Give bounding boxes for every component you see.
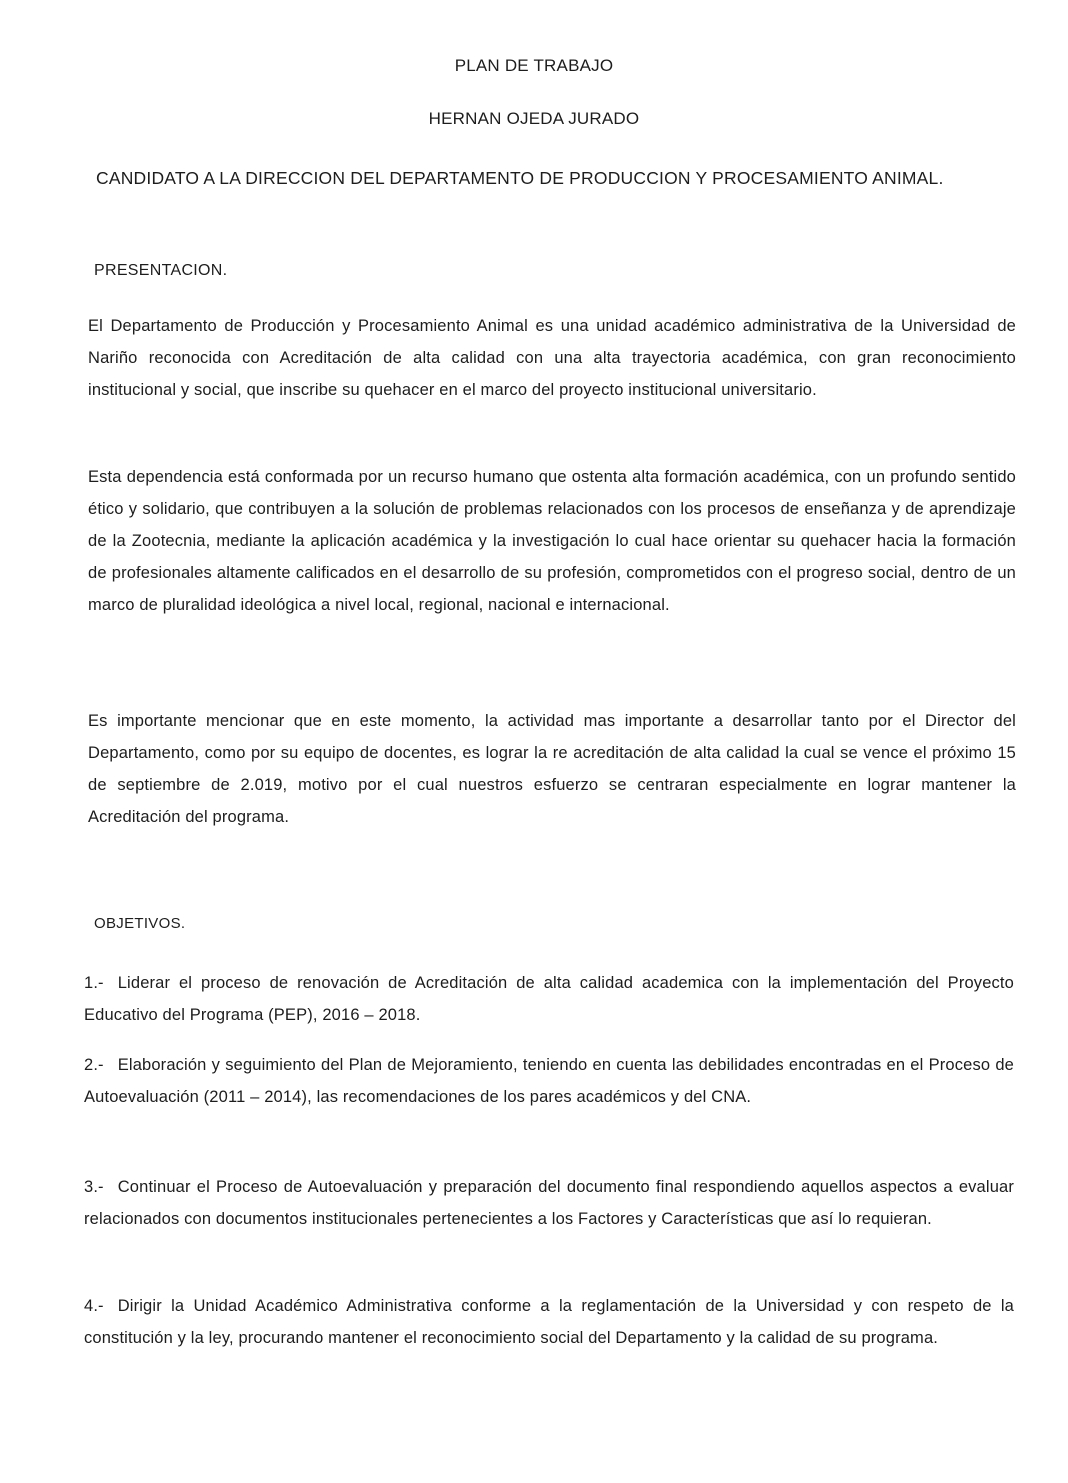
objective-text: Dirigir la Unidad Académico Administrativa conforme a la reglamentación de la Universidad y con respeto de la constitución y la ley, procurando mantener el reconocimiento social del Departamento y la calidad de su programa. xyxy=(84,1297,1014,1347)
candidacy-line: CANDIDATO A LA DIRECCION DEL DEPARTAMENTO DE PRODUCCION Y PROCESAMIENTO ANIMAL. xyxy=(96,168,944,188)
presentation-paragraph: Esta dependencia está conformada por un recurso humano que ostenta alta formación académica, con un profundo sentido ético y solidario, que contribuyen a la solución de problemas relacionados con los procesos de enseñanza y de aprendizaje de la Zootecnia, mediante la aplicación académica y la investigación lo cual hace orientar su quehacer hacia la formación de profesionales altamente calificados en el desarrollo de su profesión, comprometidos con el progreso social, dentro de un marco de pluralidad ideológica a nivel local, regional, nacional e internacional. xyxy=(88,468,1016,614)
presentation-paragraph: El Departamento de Producción y Procesamiento Animal es una unidad académico administrativa de la Universidad de Nariño reconocida con Acreditación de alta calidad con una alta trayectoria académica, con gran reconocimiento institucional y social, que inscribe su quehacer en el marco del proyecto institucional universitario. xyxy=(88,317,1016,399)
objective-number: 4.- xyxy=(84,1297,104,1315)
presentation-paragraph: Es importante mencionar que en este momento, la actividad mas importante a desarrollar tanto por el Director del Departamento, como por su equipo de docentes, es lograr la re acreditación de alta calidad la cual se vence el próximo 15 de septiembre de 2.019, motivo por el cual nuestros esfuerzo se centraran especialmente en lograr mantener la Acreditación del programa. xyxy=(88,712,1016,826)
author-name: HERNAN OJEDA JURADO xyxy=(428,109,640,128)
objective-number: 3.- xyxy=(84,1178,104,1196)
objective-number: 1.- xyxy=(84,974,104,992)
presentation-heading: PRESENTACION. xyxy=(94,262,228,279)
objective-text: Elaboración y seguimiento del Plan de Mejoramiento, teniendo en cuenta las debilidades encontradas en el Proceso de Autoevaluación (2011 – 2014), las recomendaciones de los pares académicos y del CNA. xyxy=(84,1056,1014,1106)
objective-text: Continuar el Proceso de Autoevaluación y preparación del documento final respondiendo aquellos aspectos a evaluar relacionados con documentos institucionales pertenecientes a los Factores y Características que así lo requieran. xyxy=(84,1178,1014,1228)
objective-item xyxy=(84,1049,1014,1113)
objective-item xyxy=(84,1171,1014,1235)
objective-item xyxy=(84,967,1014,1031)
objective-item xyxy=(84,1290,1014,1354)
objective-number: 2.- xyxy=(84,1056,104,1074)
document-title: PLAN DE TRABAJO xyxy=(454,56,614,75)
objectives-heading: OBJETIVOS. xyxy=(94,915,186,932)
objective-text: Liderar el proceso de renovación de Acreditación de alta calidad academica con la implementación del Proyecto Educativo del Programa (PEP), 2016 – 2018. xyxy=(84,974,1014,1024)
